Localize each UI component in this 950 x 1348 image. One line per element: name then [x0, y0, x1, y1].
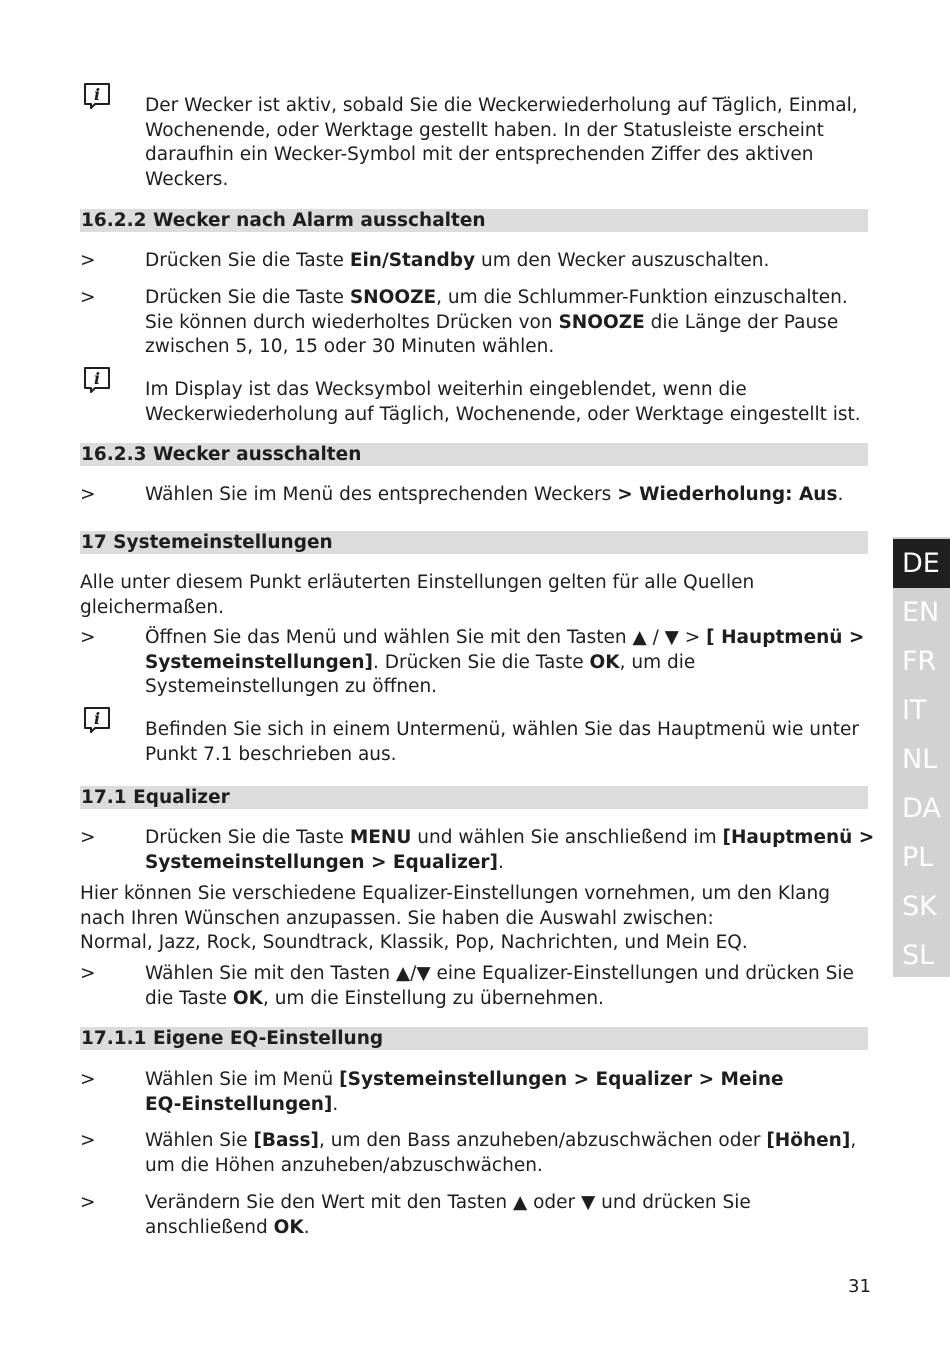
bullet-arrow: >	[80, 827, 96, 848]
step-text: Verändern Sie den Wert mit den Tasten ▲ oder ▼ und drücken Sie anschließend	[145, 1192, 751, 1238]
step-text: und wählen Sie anschließend im	[411, 827, 723, 848]
intro-paragraph: Alle unter diesem Punkt erläuterten Einstellungen gelten für alle Quellen gleichermaßen.	[80, 572, 755, 618]
heading-text: 17 Systemeinstellungen	[81, 532, 333, 553]
step-open-equalizer	[145, 826, 875, 875]
section-heading-16-2-3	[80, 443, 868, 466]
step-text: .	[498, 851, 504, 873]
key-label: Ein/Standby	[349, 250, 476, 271]
lang-tab-en[interactable]: EN	[902, 597, 940, 628]
step-change-value	[145, 1191, 805, 1240]
lang-tab-da[interactable]: DA	[902, 793, 941, 824]
lang-tab-de[interactable]: DE	[893, 539, 950, 588]
step-snooze	[145, 286, 875, 360]
section-heading-17-1	[80, 786, 868, 809]
heading-text: 16.2.3 Wecker ausschalten	[81, 444, 362, 465]
bullet-arrow: >	[80, 1130, 96, 1151]
bullet-arrow: >	[80, 250, 96, 271]
step-text: .	[837, 484, 844, 505]
bullet-arrow: >	[80, 484, 96, 505]
info-note-alarm-active: Der Wecker ist aktiv, sobald Sie die Weckerwiederholung auf Täglich, Einmal, Wochenende, oder Werktage gestellt haben. In der Statusleiste erscheint daraufhin ein Wecker-Symbol mit der entsprechenden Ziffer des aktiven Weckers.	[145, 95, 858, 190]
key-label: OK	[273, 1216, 304, 1238]
info-icon	[82, 706, 112, 734]
step-text: Drücken Sie die Taste	[145, 250, 350, 271]
section-heading-17	[80, 531, 868, 554]
step-text: , um den Bass anzuheben/abzuschwächen oder	[318, 1130, 767, 1151]
lang-tab-pl[interactable]: PL	[902, 842, 934, 873]
key-label: SNOOZE	[558, 311, 645, 333]
svg-text:i: i	[93, 85, 101, 104]
key-label: SNOOZE	[349, 287, 437, 308]
heading-text: 17.1 Equalizer	[81, 787, 230, 808]
step-text: um den Wecker auszuschalten.	[475, 250, 770, 271]
info-note-display: Im Display ist das Wecksymbol weiterhin eingeblendet, wenn die Weckerwiederholung auf Täglich, Wochenende, oder Werktage eingestellt ist.	[145, 379, 861, 425]
menu-path: [Bass]	[253, 1130, 319, 1151]
step-text: Öffnen Sie das Menü und wählen Sie mit den Tasten ▲ / ▼ >	[145, 627, 707, 648]
lang-tab-nl[interactable]: NL	[902, 744, 938, 775]
bullet-arrow: >	[80, 627, 96, 648]
bullet-arrow: >	[80, 1192, 96, 1213]
menu-path: [Hauptmenü > Systemeinstellungen > Equalizer]	[145, 827, 875, 873]
menu-path: [Höhen]	[766, 1130, 851, 1151]
svg-text:i: i	[93, 709, 101, 728]
info-icon	[82, 366, 112, 394]
section-heading-16-2-2	[80, 209, 868, 232]
step-text: , um die Einstellung zu übernehmen.	[262, 987, 604, 1009]
bullet-arrow: >	[80, 287, 96, 308]
step-text: Wählen Sie im Menü des entsprechenden Weckers	[145, 484, 618, 505]
menu-path: [ Hauptmenü > Systemeinstellungen]	[145, 627, 865, 673]
step-text: Wählen Sie im Menü	[145, 1069, 340, 1090]
bullet-arrow: >	[80, 1069, 96, 1090]
heading-text: 16.2.2 Wecker nach Alarm ausschalten	[81, 210, 486, 231]
step-select-equalizer	[145, 962, 875, 1011]
step-text: Drücken Sie die Taste	[145, 827, 350, 848]
key-label: MENU	[349, 827, 412, 848]
lang-tab-sl[interactable]: SL	[902, 940, 935, 971]
step-standby	[145, 249, 875, 274]
step-text: die Länge der Pause zwischen 5, 10, 15 oder 30 Minuten wählen.	[145, 311, 839, 358]
step-open-settings	[145, 626, 875, 700]
step-text: .	[332, 1093, 339, 1115]
step-text: . Drücken Sie die Taste	[372, 651, 590, 673]
page-number: 31	[848, 1276, 871, 1297]
info-note-submenu: Befinden Sie sich in einem Untermenü, wählen Sie das Hauptmenü wie unter Punkt 7.1 beschrieben aus.	[145, 719, 859, 765]
bullet-arrow: >	[80, 963, 96, 984]
step-text: Wählen Sie	[145, 1130, 254, 1151]
lang-tab-sk[interactable]: SK	[902, 891, 937, 922]
step-text: , um die Systemeinstellungen zu öffnen.	[145, 651, 696, 698]
equalizer-paragraph: Hier können Sie verschiedene Equalizer-Einstellungen vornehmen, um den Klang nach Ihren Wünschen anzupassen. Sie haben die Auswahl zwischen:	[80, 883, 830, 929]
info-icon	[82, 82, 112, 110]
step-text: , um die Schlummer-Funktion einzuschalten. Sie können durch wiederholtes Drücken von	[145, 287, 848, 333]
lang-tab-fr[interactable]: FR	[902, 646, 937, 677]
section-heading-17-1-1	[80, 1027, 868, 1050]
menu-path: > Wiederholung: Aus	[617, 484, 838, 505]
equalizer-presets: Normal, Jazz, Rock, Soundtrack, Klassik, Pop, Nachrichten, und Mein EQ.	[80, 932, 748, 953]
step-text: , um die Höhen anzuheben/abzuschwächen.	[145, 1130, 857, 1176]
menu-path: [Systemeinstellungen > Equalizer > Meine EQ-Einstellungen]	[145, 1069, 784, 1115]
lang-tab-it[interactable]: IT	[902, 695, 927, 726]
heading-text: 17.1.1 Eigene EQ-Einstellung	[81, 1028, 384, 1049]
step-alarm-off	[145, 483, 875, 508]
step-bass-treble	[145, 1129, 875, 1178]
key-label: OK	[232, 987, 263, 1009]
step-text: Wählen Sie mit den Tasten ▲/▼ eine Equalizer-Einstellungen und drücken Sie die Taste	[145, 963, 854, 1009]
svg-text:i: i	[93, 369, 101, 388]
step-text: .	[303, 1216, 310, 1238]
step-text: Drücken Sie die Taste	[145, 287, 350, 308]
step-my-eq-menu	[145, 1068, 805, 1117]
key-label: OK	[589, 651, 620, 673]
